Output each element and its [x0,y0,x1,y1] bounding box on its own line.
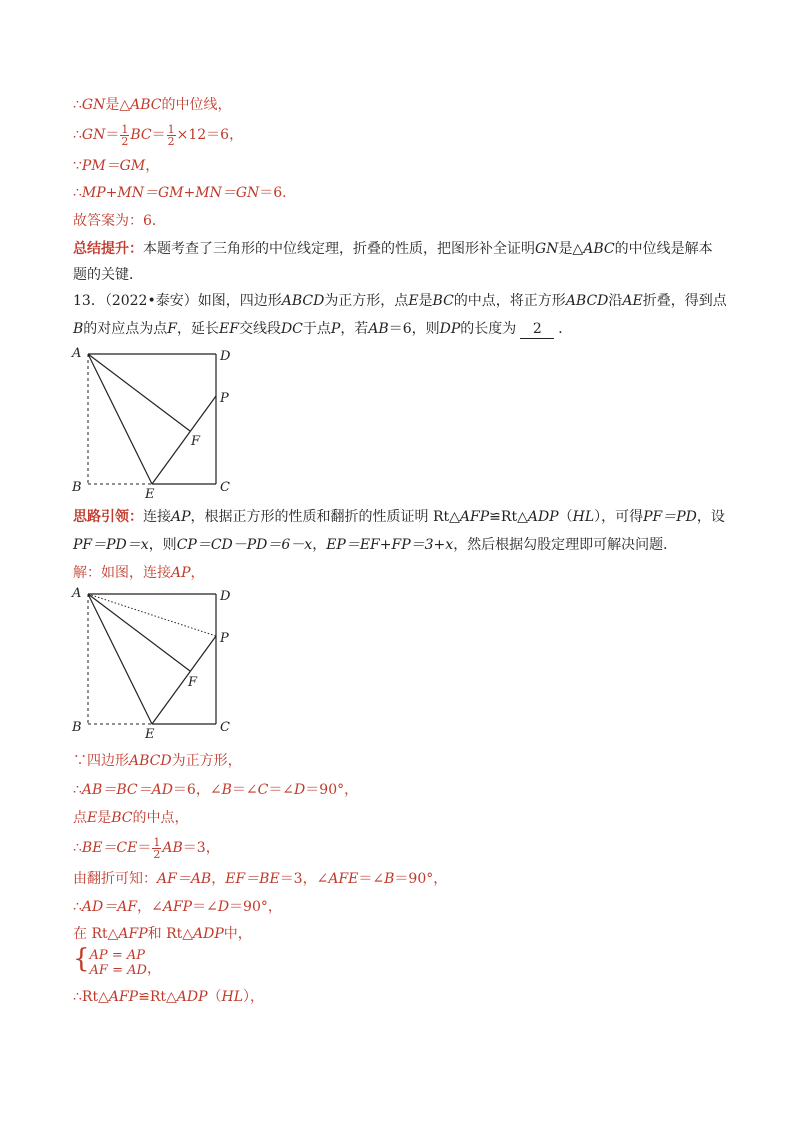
text: AB [162,840,183,856]
text: BC [130,127,152,143]
label-p: P [220,631,229,646]
text: ，设 [696,509,725,525]
text: D [217,899,230,915]
label-d: D [220,589,231,604]
text: 沿 [608,293,623,309]
proof-square [73,752,242,770]
text: ABCD [281,293,325,309]
segment-ae [88,354,152,484]
fraction-denominator: 2 [167,134,175,148]
text: HL [221,989,244,1005]
equation-system [90,948,147,978]
text: 是△ [105,97,131,113]
text: 连接 [143,509,171,525]
proof-midpoint [73,809,189,827]
text: EF [219,321,239,337]
text: E [87,810,98,826]
proof-folding [73,870,447,888]
segment-ae [88,594,152,724]
idea-line-1 [73,508,725,526]
text: ∴ [73,97,82,113]
text: ≌Rt△ [489,509,528,525]
text: 于点 [302,321,331,337]
label-f: F [188,675,198,690]
equation-row: AF = AD [89,963,147,978]
text: AFP [459,509,490,525]
text: MP+MN＝GM+MN＝GN [81,185,260,201]
question-13-line-1 [73,292,727,310]
text: AB＝BC＝AD [81,782,173,798]
text: ＝∠ [268,782,295,798]
proof-sides-angles [73,781,358,799]
text: AD＝AF [81,899,138,915]
text: AFP [118,926,148,942]
label-b: B [72,480,82,495]
text: ，若 [340,321,369,337]
text: 的长度为 [460,321,517,337]
text: ， [190,565,205,581]
text: ， [312,537,327,553]
text: DC [280,321,303,337]
text: CP＝CD－PD＝6－x [176,537,313,553]
solution-line-sum [73,184,296,202]
solution-line-gn-midline [73,96,232,114]
text: ， [211,871,226,887]
segment-af [88,594,190,671]
text: ABCD [129,753,172,769]
text: ＝ [151,127,166,143]
fraction [152,837,161,860]
text: 交线段 [238,321,281,337]
idea-line-2 [73,536,677,554]
text: B [384,871,395,887]
text: ． [558,321,573,337]
text: ＝6． [259,185,297,201]
summary-line-1 [73,240,713,258]
text: ， [145,158,160,174]
text: PM＝GM [81,158,146,174]
text: 和 Rt△ [147,926,194,942]
text: ∵ [73,158,82,174]
text: ＝ [105,127,120,143]
label-c: C [220,720,230,735]
text: 折叠，得到点 [642,293,727,309]
fraction-numerator: 1 [121,122,129,136]
text: BC [432,293,454,309]
idea-label: 思路引领： [73,509,143,525]
label-d: D [220,349,231,364]
text: （ [207,989,222,1005]
figure-2 [62,584,242,740]
proof-congruence [73,988,264,1006]
text: BE＝CE [81,840,138,856]
text: （ [558,509,573,525]
answer-blank: 2 [520,320,554,339]
text: D [294,782,306,798]
text: F [167,321,178,337]
text: ，∠ [137,899,163,915]
proof-system [73,944,161,982]
fraction-numerator: 1 [153,835,161,849]
text: ＝90°， [394,871,448,887]
text: HL [572,509,595,525]
text: 中， [223,926,252,942]
proof-triangles [73,925,252,943]
text: AFP [162,899,193,915]
label-c: C [220,480,230,495]
label-e: E [145,727,155,740]
text: AP [171,509,191,525]
text: BC [111,810,133,826]
text: ＝3， [182,840,220,856]
text: AF＝AB [157,871,212,887]
text: ADP [176,989,208,1005]
text: ）， [243,989,265,1005]
text: DP [439,321,461,337]
text: AE [622,293,643,309]
text: 本题考查了三角形的中位线定理，折叠的性质，把图形补全证明 [143,241,535,257]
text: AFP [108,989,139,1005]
text: AFE [328,871,359,887]
segment-af [88,354,190,431]
fraction [120,124,129,147]
text: ＝ [137,840,152,856]
fraction-denominator: 2 [121,134,129,148]
text: 的中位线， [161,97,232,113]
text: 是△ [558,241,584,257]
brace: { [73,944,90,974]
text: PF＝PD＝x [73,537,149,553]
label-e: E [145,487,155,500]
text: ADP [193,926,224,942]
text: ＝∠ [192,899,218,915]
text: ），可得 [594,509,644,525]
text: ∴ [73,840,82,856]
text: ，然后根据勾股定理即可解决问题． [453,537,678,553]
text: ，根据正方形的性质和翻折的性质证明 Rt△ [190,509,460,525]
text: ＝∠ [358,871,385,887]
label-a: A [72,346,82,361]
segment-ap-dotted [88,594,216,636]
text: GN [81,97,106,113]
text: ， [146,961,161,977]
text: ＝90°， [229,899,282,915]
text: EF＝BE [225,871,280,887]
text: 的中点， [132,810,189,826]
text: ADP [527,509,559,525]
figure-1 [62,344,242,500]
equation-row: AP = AP [89,948,145,963]
summary-label: 总结提升： [73,241,143,257]
text: ∴ [73,782,82,798]
label-a: A [72,586,82,601]
text: E [408,293,419,309]
text: B [221,782,232,798]
fraction [167,124,176,147]
text: ∴Rt△ [73,989,109,1005]
text: ＝6，则 [388,321,440,337]
label-p: P [220,391,229,406]
text: ≌Rt△ [138,989,177,1005]
text: ×12＝6， [176,127,244,143]
question-13-line-2 [73,320,572,339]
text: PF＝PD [643,509,697,525]
solution-line-gn-value [73,122,243,148]
solution-intro [73,564,205,582]
answer-line: 故答案为：6． [73,213,166,229]
text: ＝90°， [305,782,359,798]
text: C [257,782,269,798]
fraction-numerator: 1 [167,122,175,136]
text: 的中点，将正方形 [453,293,566,309]
summary-line-2: 题的关键． [73,267,143,283]
text: 为正方形，点 [324,293,409,309]
text: ABCD [565,293,609,309]
fraction-denominator: 2 [153,847,161,861]
text: P [330,321,341,337]
text: EP＝EF+FP＝3+x [326,537,454,553]
text: AP [171,565,191,581]
proof-ad-af [73,898,282,916]
proof-be-ce [73,834,220,862]
text: ∴ [73,899,82,915]
solution-line-pm-gm [73,157,159,175]
text: ABC [130,97,162,113]
text: 为正方形， [171,753,242,769]
text: 是 [97,810,112,826]
text: AB [368,321,389,337]
text: ＝6，∠ [172,782,222,798]
label-f: F [191,434,201,449]
text: 解：如图，连接 [73,565,171,581]
text: ∴ [73,185,82,201]
text: ，延长 [177,321,220,337]
text: 在 Rt△ [73,926,119,942]
text: ∴ [73,127,82,143]
label-b: B [72,720,82,735]
text: ABC [583,241,615,257]
text: 由翻折可知： [73,871,157,887]
text: 13．（2022•泰安）如图，四边形 [73,293,282,309]
text: 点 [73,810,87,826]
text: GN [81,127,106,143]
text: 的对应点为点 [83,321,168,337]
text: ∵四边形 [73,753,129,769]
text: 的中位线是解本 [614,241,713,257]
text: 是 [418,293,433,309]
text: ，则 [148,537,177,553]
text: B [73,321,84,337]
text: GN [535,241,559,257]
text: ＝3，∠ [279,871,329,887]
text: ＝∠ [231,782,258,798]
